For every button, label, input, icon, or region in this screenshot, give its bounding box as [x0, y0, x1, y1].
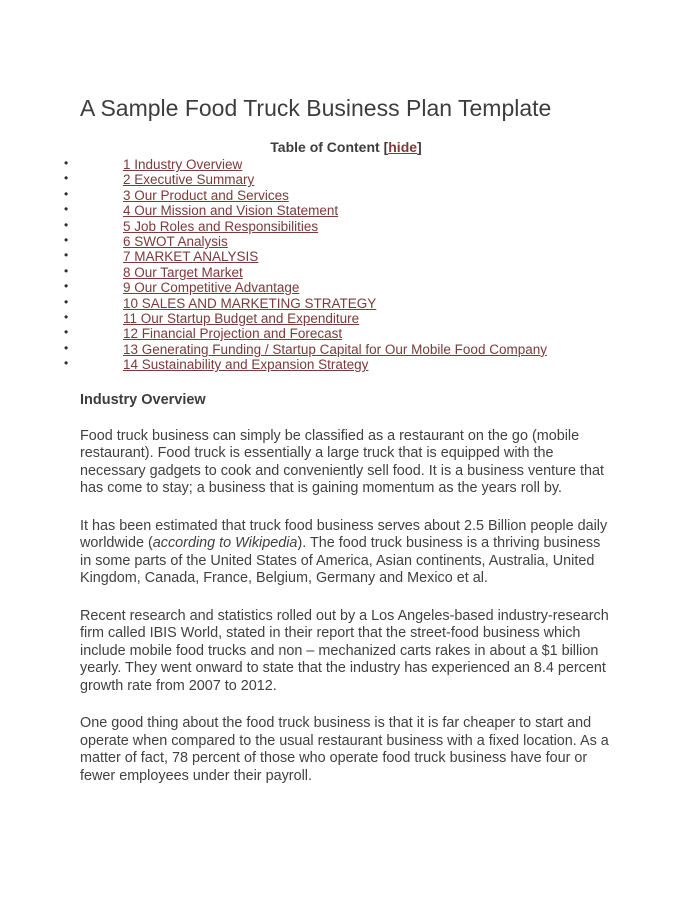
- toc-item: [64, 294, 612, 311]
- toc-hide-link[interactable]: hide: [388, 139, 418, 155]
- section-heading-industry-overview: Industry Overview: [80, 391, 206, 408]
- bullet-icon: •: [64, 233, 69, 248]
- paragraph-1: Food truck business can simply be classified as a restaurant on the go (mobile restaurant). Food truck is essentially a large truck that is equipped with the necessary gadgets to cook and conveniently sell food. It is a business venture that has come to stay; a business that is gaining momentum as the years roll by.: [80, 427, 604, 497]
- toc-link-target-market[interactable]: 8 Our Target Market: [123, 264, 243, 280]
- toc-item: [64, 310, 612, 327]
- bullet-icon: •: [64, 279, 69, 294]
- toc-hide-close-bracket: ]: [417, 139, 422, 155]
- toc-link-market-analysis[interactable]: 7 MARKET ANALYSIS: [123, 249, 259, 265]
- toc-link-competitive-advantage[interactable]: 9 Our Competitive Advantage: [123, 280, 300, 296]
- toc-item: [64, 279, 612, 296]
- toc-item: [64, 340, 612, 357]
- document-title: A Sample Food Truck Business Plan Template: [80, 95, 552, 121]
- bullet-icon: •: [64, 325, 69, 340]
- paragraph-2: [80, 518, 612, 588]
- paragraph-2-italic-citation: according to Wikipedia: [152, 535, 298, 552]
- toc-link-industry-overview[interactable]: 1 Industry Overview: [123, 157, 243, 172]
- toc-link-swot-analysis[interactable]: 6 SWOT Analysis: [123, 234, 228, 250]
- bullet-icon: •: [64, 217, 69, 232]
- toc-link-product-and-services[interactable]: 3 Our Product and Services: [123, 187, 289, 203]
- table-of-contents: [64, 156, 612, 373]
- paragraph-4: One good thing about the food truck business is that it is far cheaper to start and operate when compared to the usual restaurant business with a fixed location. As a matter of fact, 78 percent of those who operate food truck business have four or fewer employees under their payroll.: [80, 715, 609, 784]
- bullet-icon: •: [64, 356, 69, 371]
- toc-link-sustainability-expansion[interactable]: 14 Sustainability and Expansion Strategy: [123, 357, 369, 373]
- bullet-icon: •: [64, 248, 69, 263]
- toc-item: [64, 156, 612, 172]
- toc-item: [64, 233, 612, 250]
- paragraph-2-tail: ). The food truck business is a thriving business in some parts of the United States of America, Asian continents, Australia, United Kingdom, Canada, France, Belgium, Germany and Mexico et al.: [80, 535, 601, 587]
- toc-item: [64, 202, 612, 219]
- paragraph-3: Recent research and statistics rolled out by a Los Angeles-based industry-research firm called IBIS World, stated in their report that the street-food business which include mobile food trucks and non – mechanized carts rakes in about a $1 billion yearly. They went onward to state that the industry has experienced an 8.4 percent growth rate from 2007 to 2012.: [80, 607, 609, 694]
- bullet-icon: •: [64, 156, 69, 170]
- toc-heading-label: Table of Content: [270, 139, 380, 155]
- toc-item: [64, 325, 612, 342]
- bullet-icon: •: [64, 263, 69, 278]
- toc-item: [64, 217, 612, 234]
- toc-item: [64, 248, 612, 265]
- toc-item: [64, 186, 612, 203]
- toc-link-generating-funding[interactable]: 13 Generating Funding / Startup Capital for Our Mobile Food Company: [123, 341, 547, 357]
- bullet-icon: •: [64, 202, 69, 217]
- toc-link-mission-and-vision[interactable]: 4 Our Mission and Vision Statement: [123, 203, 339, 219]
- toc-hide-open-bracket: [: [383, 139, 389, 155]
- toc-link-startup-budget[interactable]: 11 Our Startup Budget and Expenditure: [123, 311, 360, 327]
- toc-link-financial-projection[interactable]: 12 Financial Projection and Forecast: [123, 326, 343, 342]
- toc-link-executive-summary[interactable]: 2 Executive Summary: [123, 172, 255, 188]
- toc-link-sales-marketing-strategy[interactable]: 10 SALES AND MARKETING STRATEGY: [123, 295, 377, 311]
- toc-heading: [80, 139, 612, 155]
- bullet-icon: •: [64, 171, 69, 186]
- toc-link-job-roles[interactable]: 5 Job Roles and Responsibilities: [123, 218, 319, 234]
- toc-item: [64, 356, 612, 373]
- bullet-icon: •: [64, 294, 69, 309]
- toc-item: [64, 171, 612, 188]
- toc-hide-control: [384, 139, 422, 155]
- paragraph-2-lead: It has been estimated that truck food business serves about 2.5 Billion people daily worldwide (: [80, 517, 608, 552]
- bullet-icon: •: [64, 186, 69, 201]
- bullet-icon: •: [64, 310, 69, 325]
- toc-item: [64, 263, 612, 280]
- bullet-icon: •: [64, 340, 69, 355]
